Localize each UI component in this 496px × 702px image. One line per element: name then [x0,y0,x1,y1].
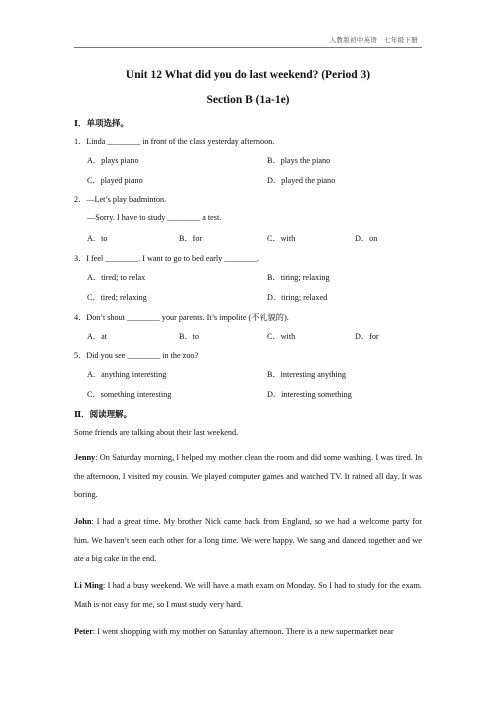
paragraph-peter [74,623,422,642]
q3-option-c: C．tired; relaxing [87,293,147,302]
header-rule [74,47,422,48]
q1-option-b: B．plays the piano [267,156,331,165]
paragraph-text: : I had a busy weekend. We will have a math exam on Monday. So I had to study for the exam. Math is not easy for me, so I must study very hard. [74,581,423,609]
paragraph-text: : I went shopping with my mother on Saturday afternoon. There is a new supermarket near [92,627,394,636]
question-1: 1．Linda ________ in front of the class yesterday afternoon. [74,137,275,146]
q5-option-d: D．interesting something [267,390,352,399]
question-4: 4．Don’t shout ________ your parents. It’s impolite (不礼貌的). [74,313,289,322]
q4-option-a: A．at [87,332,108,341]
q3-option-b: B．tiring; relaxing [267,273,330,282]
q1-option-a: A．plays piano [87,156,139,165]
question-3: 3．I feel ________. I want to go to bed early ________. [74,254,260,263]
paragraph-li-ming [74,577,422,614]
q5-option-a: A．anything interesting [87,370,167,379]
section-2-label: Ⅱ．阅读理解。 [74,409,133,419]
q1-option-d: D．played the piano [267,176,336,185]
speaker-name: Jenny [74,453,96,462]
section-1-label: Ⅰ．单项选择。 [74,118,129,128]
q2-option-d: D．on [355,234,378,243]
q4-option-b: B．to [179,332,200,341]
q5-option-c: C．something interesting [87,390,172,399]
q4-option-c: C．with [267,332,296,341]
reading-intro: Some friends are talking about their last weekend. [74,428,239,437]
speaker-name: Peter [74,627,93,636]
q3-option-d: D．tiring; relaxed [267,293,328,302]
page-title: Unit 12 What did you do last weekend? (Period 3) [125,69,371,81]
q2-option-a: A．to [87,234,108,243]
question-5: 5．Did you see ________ in the zoo? [74,351,199,360]
question-2-line-2: —Sorry. I have to study ________ a test. [87,213,222,222]
speaker-name: Li Ming [74,581,104,590]
paragraph-text: : I had a great time. My brother Nick came back from England, so we had a welcome party for him. We haven’t seen each other for a long time. We were happy. We sang and danced together and we ate a big cake in the end. [74,517,422,563]
q1-option-c: C．played piano [87,176,143,185]
q3-option-a: A．tired; to relax [87,273,146,282]
q2-option-b: B．for [179,234,203,243]
q5-option-b: B．interesting anything [267,370,346,379]
q2-option-c: C．with [267,234,296,243]
speaker-name: John [74,517,92,526]
question-2: 2．—Let’s play badminton. [74,195,167,204]
paragraph-text: : On Saturday morning, I helped my mother clean the room and did some washing. I was tired. In the afternoon, I visited my cousin. We played computer games and watched TV. It rained all day. It was boring. [74,453,422,499]
paragraph-jenny [74,449,422,505]
paragraph-john [74,513,422,569]
header-note: 人教版初中英语 七年级下册 [329,37,418,44]
q4-option-d: D．for [355,332,379,341]
page-subtitle: Section B (1a-1e) [206,94,290,106]
